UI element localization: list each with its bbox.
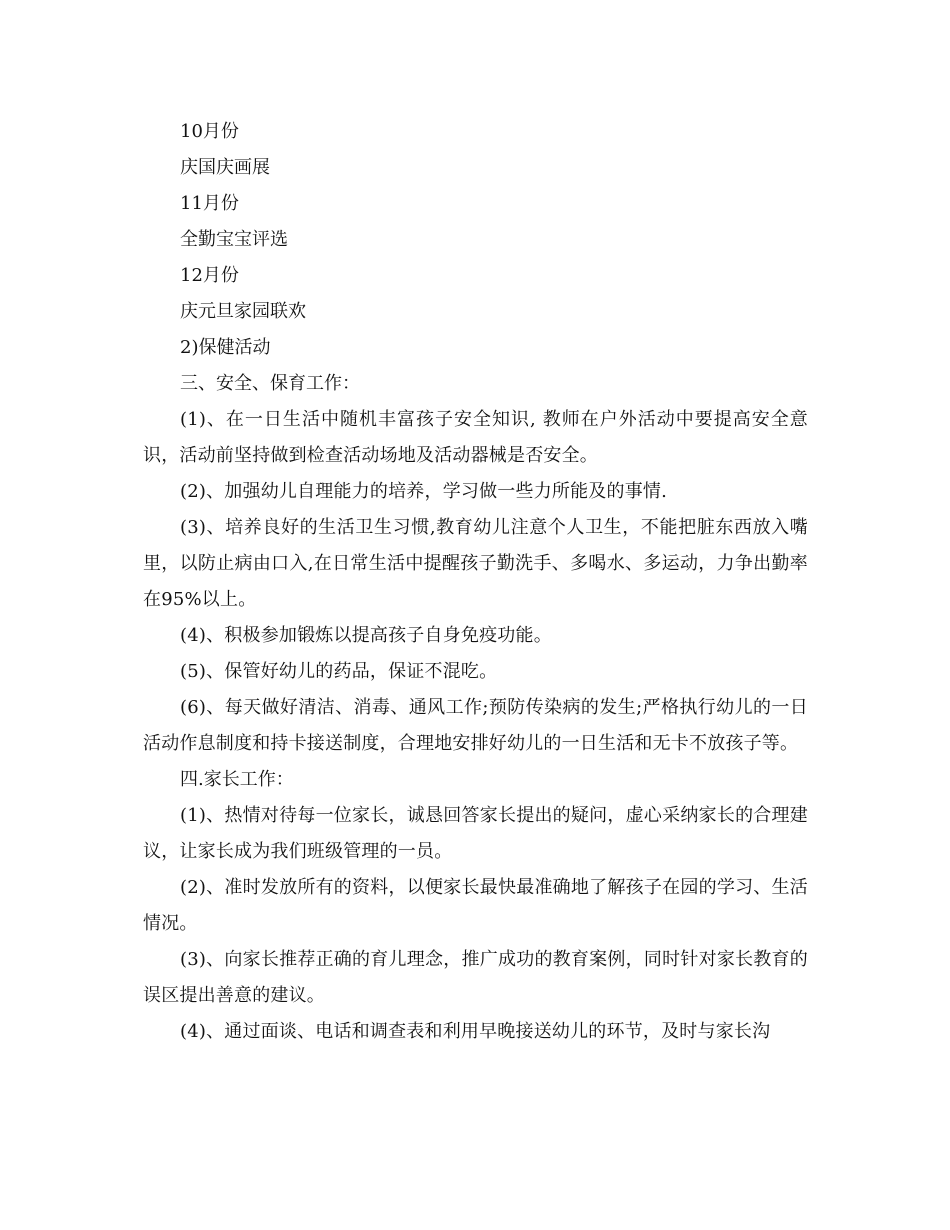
parent-item-4: (4)、通过面谈、电话和调查表和利用早晚接送幼儿的环节，及时与家长沟 bbox=[180, 1021, 771, 1042]
safety-item-4: (4)、积极参加锻炼以提高孩子自身免疫功能。 bbox=[180, 625, 552, 646]
november-activity: 全勤宝宝评选 bbox=[180, 229, 288, 250]
parent-item-3: (3)、向家长推荐正确的育儿理念，推广成功的教育案例，同时针对家长教育的误区提出善意的建议。 bbox=[143, 949, 808, 1006]
month-label-november: 11月份 bbox=[180, 193, 239, 214]
parent-item-2: (2)、准时发放所有的资料，以便家长最快最准确地了解孩子在园的学习、生活情况。 bbox=[143, 877, 808, 934]
october-activity: 庆国庆画展 bbox=[180, 157, 270, 178]
safety-item-5: (5)、保管好幼儿的药品，保证不混吃。 bbox=[180, 661, 498, 682]
health-activity-heading: 2)保健活动 bbox=[180, 337, 271, 358]
safety-item-2: (2)、加强幼儿自理能力的培养，学习做一些力所能及的事情. bbox=[180, 481, 668, 502]
safety-item-1: (1)、在一日生活中随机丰富孩子安全知识, 教师在户外活动中要提高安全意识，活动前坚持做到检查活动场地及活动器械是否安全。 bbox=[143, 409, 808, 466]
safety-section-heading: 三、安全、保育工作： bbox=[180, 373, 360, 394]
safety-item-6: (6)、每天做好清洁、消毒、通风工作;预防传染病的发生;严格执行幼儿的一日活动作息制度和持卡接送制度，合理地安排好幼儿的一日生活和无卡不放孩子等。 bbox=[143, 697, 808, 754]
month-label-october: 10月份 bbox=[180, 121, 239, 142]
december-activity: 庆元旦家园联欢 bbox=[180, 301, 306, 322]
parent-section-heading: 四.家长工作： bbox=[180, 769, 294, 790]
parent-item-1: (1)、热情对待每一位家长，诚恳回答家长提出的疑问，虚心采纳家长的合理建议，让家长成为我们班级管理的一员。 bbox=[143, 805, 808, 862]
safety-item-3: (3)、培养良好的生活卫生习惯,教育幼儿注意个人卫生，不能把脏东西放入嘴里，以防止病由口入,在日常生活中提醒孩子勤洗手、多喝水、多运动，力争出勤率在95%以上。 bbox=[143, 517, 808, 610]
document-body bbox=[143, 114, 808, 1050]
month-label-december: 12月份 bbox=[180, 265, 239, 286]
